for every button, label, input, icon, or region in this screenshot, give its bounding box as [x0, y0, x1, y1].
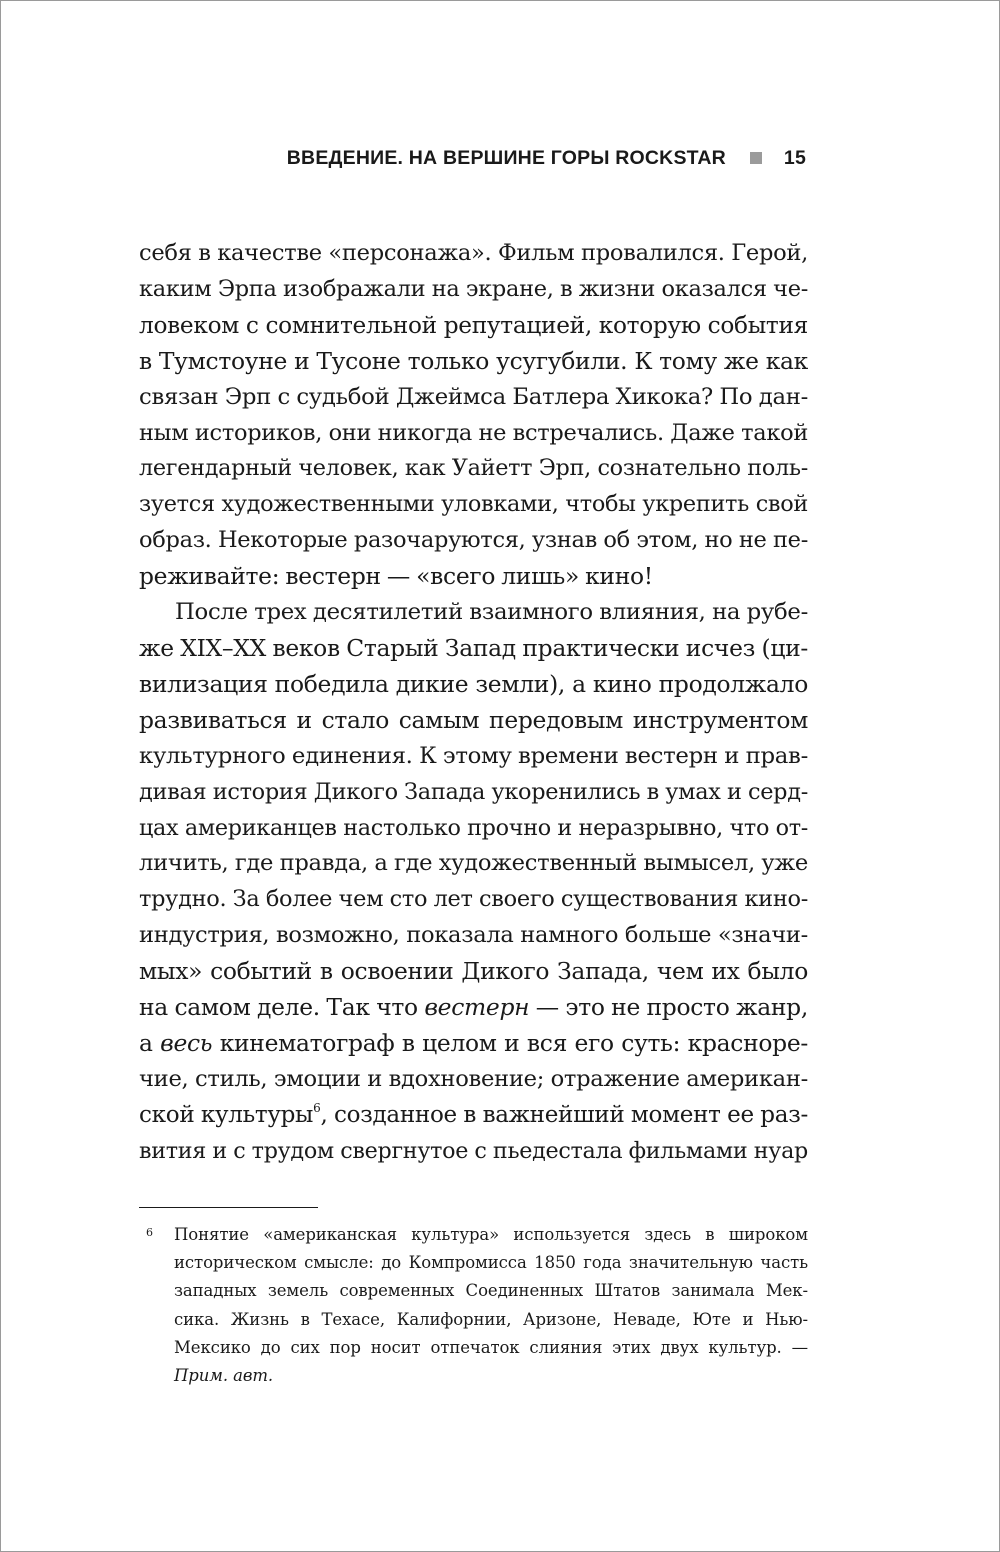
- italic-term: весь: [160, 1028, 213, 1057]
- running-head: [120, 143, 806, 173]
- text-run: , созданное в важнейший момент ее раз-: [320, 1101, 808, 1128]
- text-run: на самом деле. Так что: [139, 993, 425, 1022]
- footnote-body: [174, 1221, 808, 1390]
- text-line: образ. Некоторые разочаруются, узнав об этом, но не пе-: [139, 527, 808, 554]
- footnote-line: Мексико до сих пор носит отпечаток слияния этих двух культур. —: [174, 1337, 808, 1357]
- footnote-divider: [139, 1207, 318, 1208]
- text-run: кинематограф в целом и вся его суть: красноре-: [212, 1028, 808, 1057]
- text-line: же XIX–XX веков Старый Запад практически исчез (ци-: [139, 633, 808, 662]
- text-line: развиваться и стало самым передовым инструментом: [139, 705, 808, 734]
- text-line: После трех десятилетий взаимного влияния, на рубе-: [175, 599, 808, 626]
- footnote-reference[interactable]: 6: [313, 1100, 321, 1115]
- text-line: трудно. За более чем сто лет своего существования кино-: [139, 886, 808, 913]
- footnote-line: Понятие «американская культура» используется здесь в широком: [174, 1225, 808, 1244]
- chapter-title: ВВЕДЕНИЕ. НА ВЕРШИНЕ ГОРЫ ROCKSTAR: [286, 146, 726, 169]
- text-line: каким Эрпа изображали на экране, в жизни оказался че-: [139, 275, 808, 302]
- text-line: [139, 1098, 808, 1134]
- text-line: вилизация победила дикие земли), а кино продолжало: [139, 669, 808, 698]
- body-text: [139, 236, 808, 1170]
- author-note: Прим. авт.: [174, 1366, 274, 1386]
- footnote-line: западных земель современных Соединенных Штатов занимала Мек-: [174, 1281, 808, 1301]
- text-line: связан Эрп с судьбой Джеймса Батлера Хикока? По дан-: [139, 383, 808, 410]
- text-line: вития и с трудом свергнутое с пьедестала фильмами нуар: [139, 1137, 808, 1164]
- text-line: мых» событий в освоении Дикого Запада, чем их было: [139, 957, 808, 986]
- text-line: личить, где правда, а где художественный вымысел, уже: [139, 850, 808, 877]
- text-run: а: [139, 1028, 161, 1057]
- footnote-line: [174, 1362, 808, 1390]
- text-line: ным историков, они никогда не встречались. Даже такой: [139, 419, 808, 446]
- footnote-line: сика. Жизнь в Техасе, Калифорнии, Аризоне, Неваде, Юте и Нью-: [174, 1309, 808, 1329]
- page-number: 15: [783, 146, 806, 169]
- footnote: [146, 1221, 808, 1390]
- text-run: ской культуры: [139, 1101, 314, 1128]
- text-line: себя в качестве «персонажа». Фильм провалился. Герой,: [139, 240, 808, 266]
- text-line: цах американцев настолько прочно и неразрывно, что от-: [139, 814, 808, 841]
- italic-term: вестерн: [424, 993, 530, 1022]
- text-line: в Тумстоуне и Тусоне только усугубили. К тому же как: [139, 346, 808, 375]
- text-line: [139, 990, 808, 1026]
- text-line: ловеком с сомнительной репутацией, которую события: [139, 311, 808, 339]
- text-run: — это не просто жанр,: [529, 993, 808, 1022]
- footnote-line: историческом смысле: до Компромисса 1850 года значительную часть: [174, 1253, 808, 1273]
- text-line: реживайте: вестерн — «всего лишь» кино!: [139, 562, 653, 591]
- text-line: легендарный человек, как Уайетт Эрп, сознательно поль-: [139, 455, 808, 482]
- text-line: дивая история Дикого Запада укоренились в умах и серд-: [139, 778, 808, 805]
- footnote-marker: 6: [146, 1226, 153, 1239]
- text-line: культурного единения. К этому времени вестерн и прав-: [139, 742, 808, 769]
- text-line: индустрия, возможно, показала намного больше «значи-: [139, 922, 808, 949]
- text-line: зуется художественными уловками, чтобы укрепить свой: [139, 491, 808, 518]
- separator-square-icon: [750, 152, 762, 164]
- text-line: чие, стиль, эмоции и вдохновение; отражение американ-: [139, 1065, 808, 1092]
- text-line: [139, 1026, 808, 1062]
